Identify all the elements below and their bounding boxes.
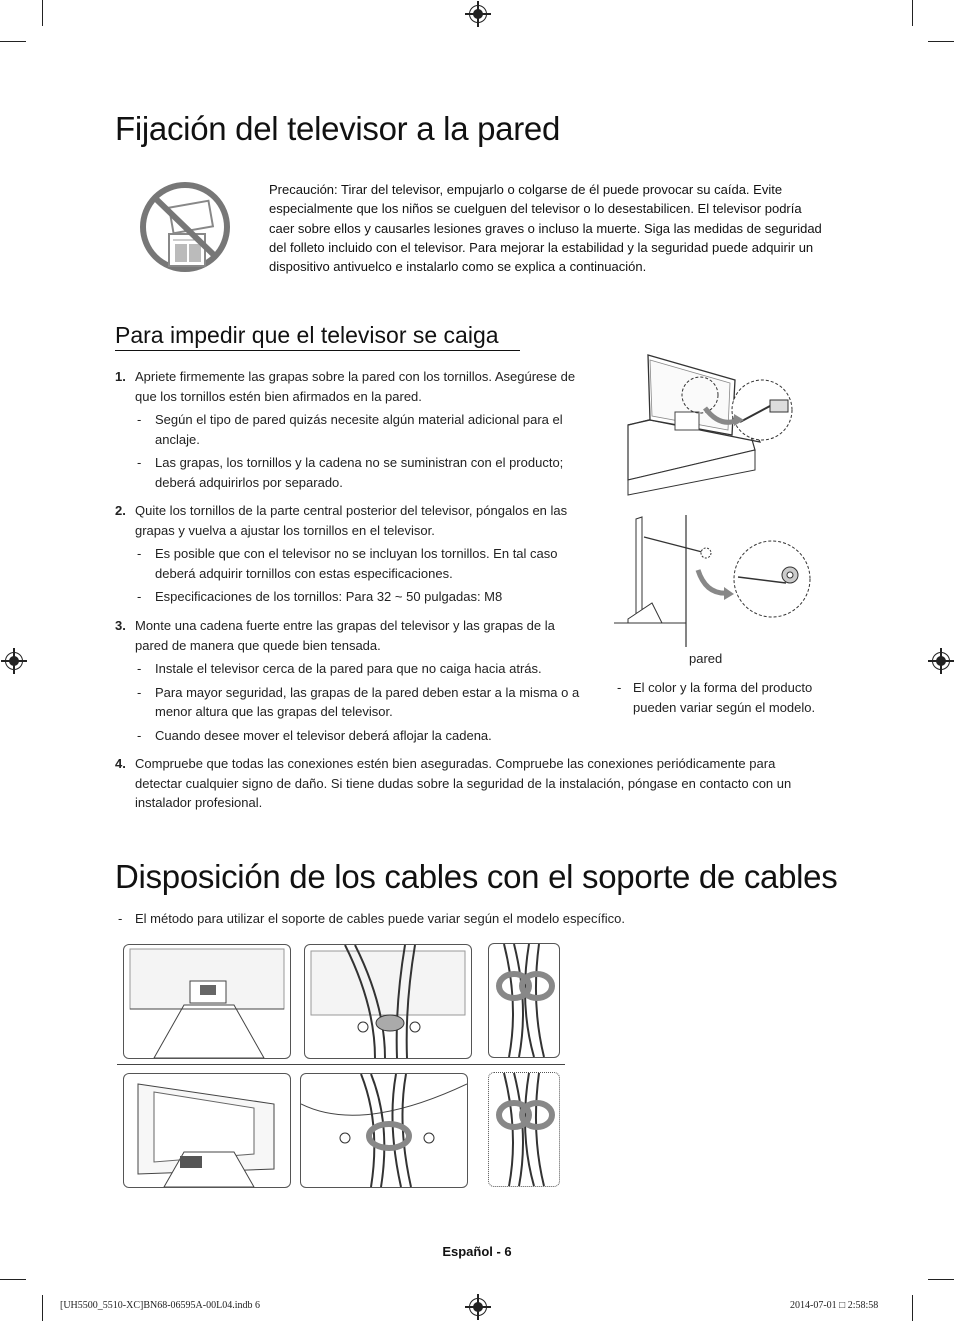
step-text: Monte una cadena fuerte entre las grapas del televisor y las grapas de la pared de manera que quede bien tensada.: [135, 618, 555, 653]
dash-marker: -: [118, 911, 123, 926]
crop-mark: [0, 1279, 26, 1280]
page-title-wall-mount: Fijación del televisor a la pared: [115, 110, 561, 147]
cable-holder-detail-2: [488, 1072, 560, 1187]
step-text: Apriete firmemente las grapas sobre la pared con los tornillos. Asegúrese de que los tornillos estén bien afirmados en la pared.: [135, 369, 576, 404]
figure-note: [615, 678, 835, 717]
step-number: 4.: [115, 756, 126, 771]
no-climbing-warning-icon: [137, 180, 233, 274]
tv-clamp-illustration: [620, 350, 810, 500]
cable-step-figure-2: [304, 944, 472, 1059]
step-text: Quite los tornillos de la parte central posterior del televisor, póngalos en las grapas y vuelva a ajustar los tornillos en el televisor.: [135, 503, 568, 538]
step-number: 1.: [115, 369, 126, 384]
crop-mark: [912, 0, 913, 26]
wall-label: pared: [689, 651, 723, 666]
crop-mark: [928, 41, 954, 42]
cable-step-figure-4: [300, 1073, 468, 1188]
cables-note-text: El método para utilizar el soporte de cables puede variar según el modelo específico.: [135, 911, 625, 926]
step-number: 2.: [115, 503, 126, 518]
caution-text: Precaución: Tirar del televisor, empujarlo o colgarse de él puede provocar su caída. Evite especialmente que los niños se cuelguen del televisor o lo desestabilicen. El televisor podría caer sobre ellos y causarles lesiones graves o incluso la muerte. Siga las medidas de seguridad del folleto incluido con el televisor. Para mejorar la estabilidad y la seguridad puede adquirir un dispositivo antivuelco e instalarlo como se explica a continuación.: [269, 182, 822, 275]
figure-note-text: El color y la forma del producto pueden variar según el modelo.: [633, 680, 816, 715]
registration-mark-icon: [5, 652, 23, 670]
step-4: [115, 754, 825, 813]
step-note: - Para mayor seguridad, las grapas de la pared deben estar a la misma o a menor altura que las grapas del televisor.: [137, 683, 585, 722]
step-note: - Instale el televisor cerca de la pared para que no caiga hacia atrás.: [137, 659, 585, 679]
dash-marker: -: [617, 680, 622, 695]
tv-wall-chain-illustration: [610, 515, 815, 650]
crop-mark: [928, 1279, 954, 1280]
cable-step-figure-1: [123, 944, 291, 1059]
step-note: - Las grapas, los tornillos y la cadena no se suministran con el producto; deberá adquirirlos por separado.: [137, 453, 585, 492]
step-3: [115, 616, 585, 745]
registration-mark-icon: [932, 652, 950, 670]
crop-mark: [42, 1295, 43, 1321]
step-1: [115, 367, 585, 492]
cable-holder-detail-1: [488, 943, 560, 1058]
cables-note: [118, 909, 818, 929]
step-number: 3.: [115, 618, 126, 633]
date-info: 2014-07-01 □ 2:58:58: [790, 1300, 879, 1311]
registration-mark-icon: [469, 1298, 487, 1316]
page-number: Español - 6: [442, 1244, 512, 1259]
section-title-prevent-fall: Para impedir que el televisor se caiga: [115, 322, 499, 348]
step-2: [115, 501, 585, 607]
crop-mark: [912, 1295, 913, 1321]
crop-mark: [0, 41, 26, 42]
step-note: - Es posible que con el televisor no se incluyan los tornillos. En tal caso deberá adquirir tornillos con estas especificaciones.: [137, 544, 585, 583]
cable-step-figure-3: [123, 1073, 291, 1188]
file-info: [UH5500_5510-XC]BN68-06595A-00L04.indb 6: [60, 1300, 260, 1311]
registration-mark-icon: [469, 5, 487, 23]
figure-divider: [117, 1064, 565, 1065]
crop-mark: [42, 0, 43, 26]
step-text: Compruebe que todas las conexiones estén bien aseguradas. Compruebe las conexiones periódicamente para detectar cualquier signo de daño. Si tiene dudas sobre la seguridad de la instalación, póngase en contacto con un instalador profesional.: [135, 756, 792, 810]
step-note: - Especificaciones de los tornillos: Para 32 ~ 50 pulgadas: M8: [137, 587, 585, 607]
step-note: - Cuando desee mover el televisor deberá aflojar la cadena.: [137, 726, 585, 746]
step-note: - Según el tipo de pared quizás necesite algún material adicional para el anclaje.: [137, 410, 585, 449]
section-underline: [115, 350, 520, 351]
page-title-cables: Disposición de los cables con el soporte de cables: [115, 858, 838, 895]
